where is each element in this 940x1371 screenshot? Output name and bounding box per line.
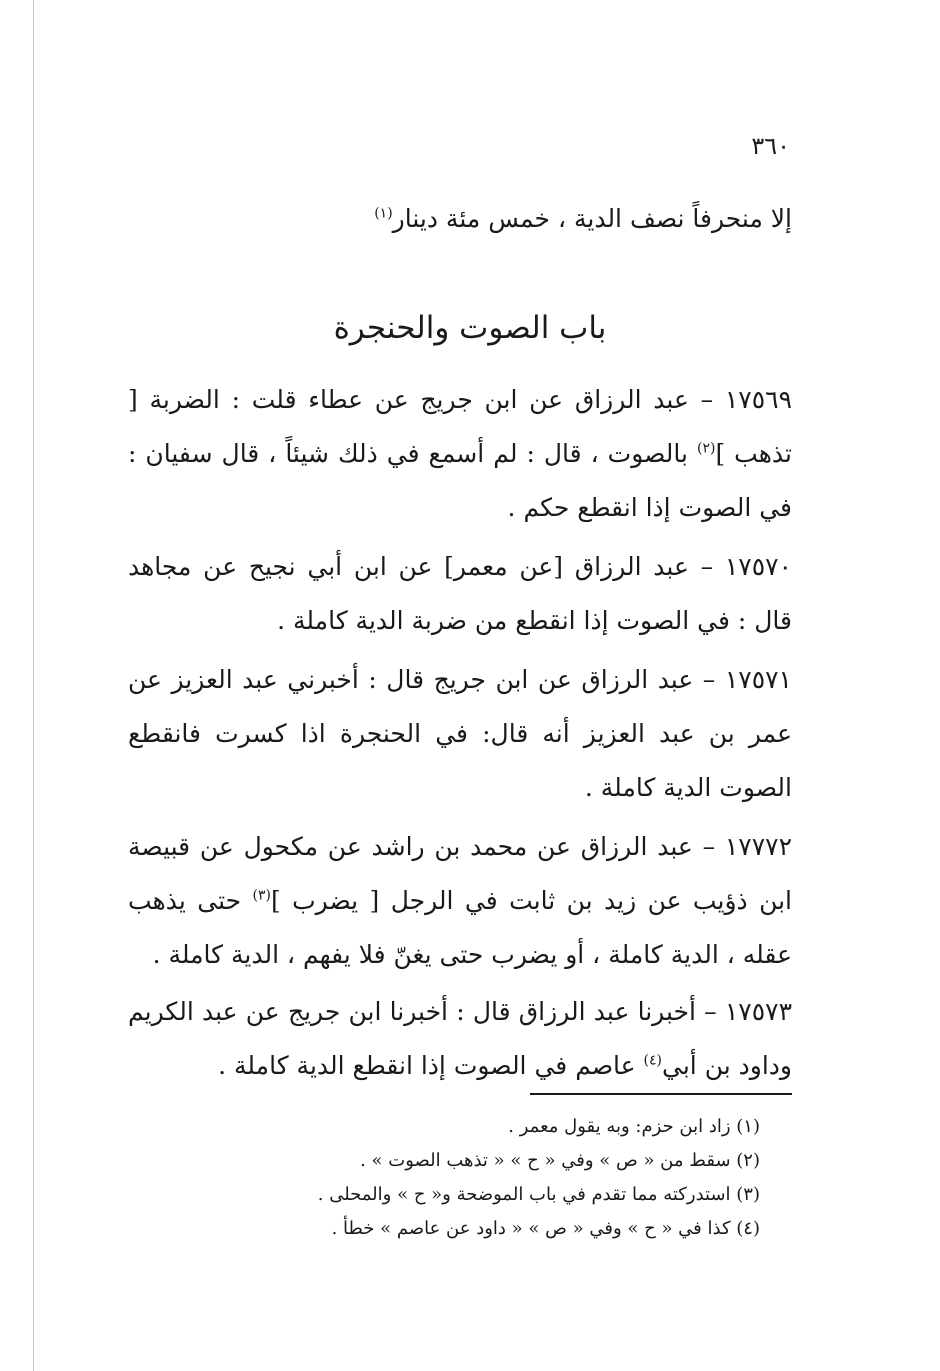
- footnote-text: زاد ابن حزم: وبه يقول معمر .: [508, 1116, 731, 1137]
- hadith-text: عبد الرزاق عن محمد بن راشد عن مكحول عن قبيصة ابن ذؤيب عن زيد بن ثابت في الرجل [ يضرب ]: [128, 832, 792, 915]
- footnote-marker: (٢): [736, 1150, 760, 1171]
- footnote-item: [160, 1178, 760, 1212]
- hadith-number: ١٧٥٧٠: [724, 552, 792, 581]
- hadith-text-continued: بالصوت ، قال : لم أسمع في ذلك شيئاً ، قال سفيان : في الصوت إذا انقطع حكم .: [128, 439, 792, 522]
- hadith-paragraph: ١٧٥٧٠ – عبد الرزاق [عن معمر] عن ابن أبي نجيح عن مجاهد قال : في الصوت إذا انقطع من ضربة الدية كاملة .: [128, 552, 792, 635]
- hadith-number: ١٧٥٧٣: [724, 997, 792, 1026]
- opening-line-text: إلا منحرفاً نصف الدية ، خمس مئة دينار: [392, 204, 792, 233]
- hadith-number: ١٧٧٧٢: [724, 832, 793, 861]
- hadith-text: عبد الرزاق عن ابن جريج عن عطاء قلت : الضربة [ تذهب ]: [128, 385, 792, 468]
- footnote-ref-2: (٢): [696, 440, 716, 457]
- footnote-ref-4: (٤): [643, 1052, 663, 1069]
- hadith-text-continued: حتى يذهب عقله ، الدية كاملة ، أو يضرب حتى يغنّ فلا يفهم ، الدية كاملة .: [128, 886, 792, 969]
- hadith-number: ١٧٥٧١: [724, 665, 792, 694]
- footnote-text: كذا في « ح » وفي « ص » « داود عن عاصم » خطأ .: [331, 1218, 731, 1239]
- hadith-paragraph: ١٧٧٧٢ – عبد الرزاق عن محمد بن راشد عن مكحول عن قبيصة ابن ذؤيب عن زيد بن ثابت في الرجل [ يضرب ]$^{(٣)}$ حتى يذهب عقله ، الدية كاملة ، أو يضرب حتى يغنّ فلا يفهم ، الدية كاملة .: [128, 832, 793, 969]
- chapter-heading: باب الصوت والحنجرة: [333, 310, 607, 346]
- hadith-text: عبد الرزاق [عن معمر] عن ابن أبي نجيح عن مجاهد قال : في الصوت إذا انقطع من ضربة الدية كاملة .: [128, 552, 792, 635]
- footnote-ref-3: (٣): [252, 887, 271, 904]
- footnote-separator: [530, 1093, 792, 1095]
- footnote-item: [160, 1110, 760, 1144]
- footnote-marker: (٣): [736, 1184, 760, 1205]
- hadith-text: أخبرنا عبد الرزاق قال : أخبرنا ابن جريج عن عبد الكريم وداود بن أبي: [128, 997, 792, 1080]
- footnote-item: [160, 1144, 760, 1178]
- footnote-item: [160, 1212, 760, 1246]
- footnote-text: سقط من « ص » وفي « ح » « تذهب الصوت » .: [360, 1150, 731, 1171]
- hadith-text: عبد الرزاق عن ابن جريج قال : أخبرني عبد العزيز عن عمر بن عبد العزيز أنه قال: في الحنجرة اذا كسرت فانقطع الصوت الدية كاملة .: [128, 665, 792, 802]
- hadith-text-continued: عاصم في الصوت إذا انقطع الدية كاملة .: [218, 1051, 644, 1080]
- footnote-marker: (٤): [736, 1218, 760, 1239]
- opening-line: [128, 192, 792, 246]
- page-number: ٣٦٠: [751, 132, 790, 160]
- page-binding-edge: [33, 0, 34, 1371]
- footnote-text: استدركته مما تقدم في باب الموضحة و« ح » والمحلى .: [317, 1184, 731, 1205]
- footnote-marker: (١): [736, 1116, 760, 1137]
- hadith-paragraph: ١٧٥٧٣ – أخبرنا عبد الرزاق قال : أخبرنا ابن جريج عن عبد الكريم وداود بن أبي$^{(٤)}$ عاصم في الصوت إذا انقطع الدية كاملة .: [128, 997, 792, 1080]
- footnotes: [160, 1110, 760, 1246]
- hadith-paragraph: ١٧٥٦٩ – عبد الرزاق عن ابن جريج عن عطاء قلت : الضربة [ تذهب ]$^{(٢)}$ بالصوت ، قال : لم أسمع في ذلك شيئاً ، قال سفيان : في الصوت إذا انقطع حكم .: [128, 385, 792, 522]
- hadith-number: ١٧٥٦٩: [724, 385, 792, 414]
- footnote-ref-1: (١): [374, 205, 393, 222]
- hadith-paragraph: ١٧٥٧١ – عبد الرزاق عن ابن جريج قال : أخبرني عبد العزيز عن عمر بن عبد العزيز أنه قال: في الحنجرة اذا كسرت فانقطع الصوت الدية كاملة .: [128, 665, 792, 802]
